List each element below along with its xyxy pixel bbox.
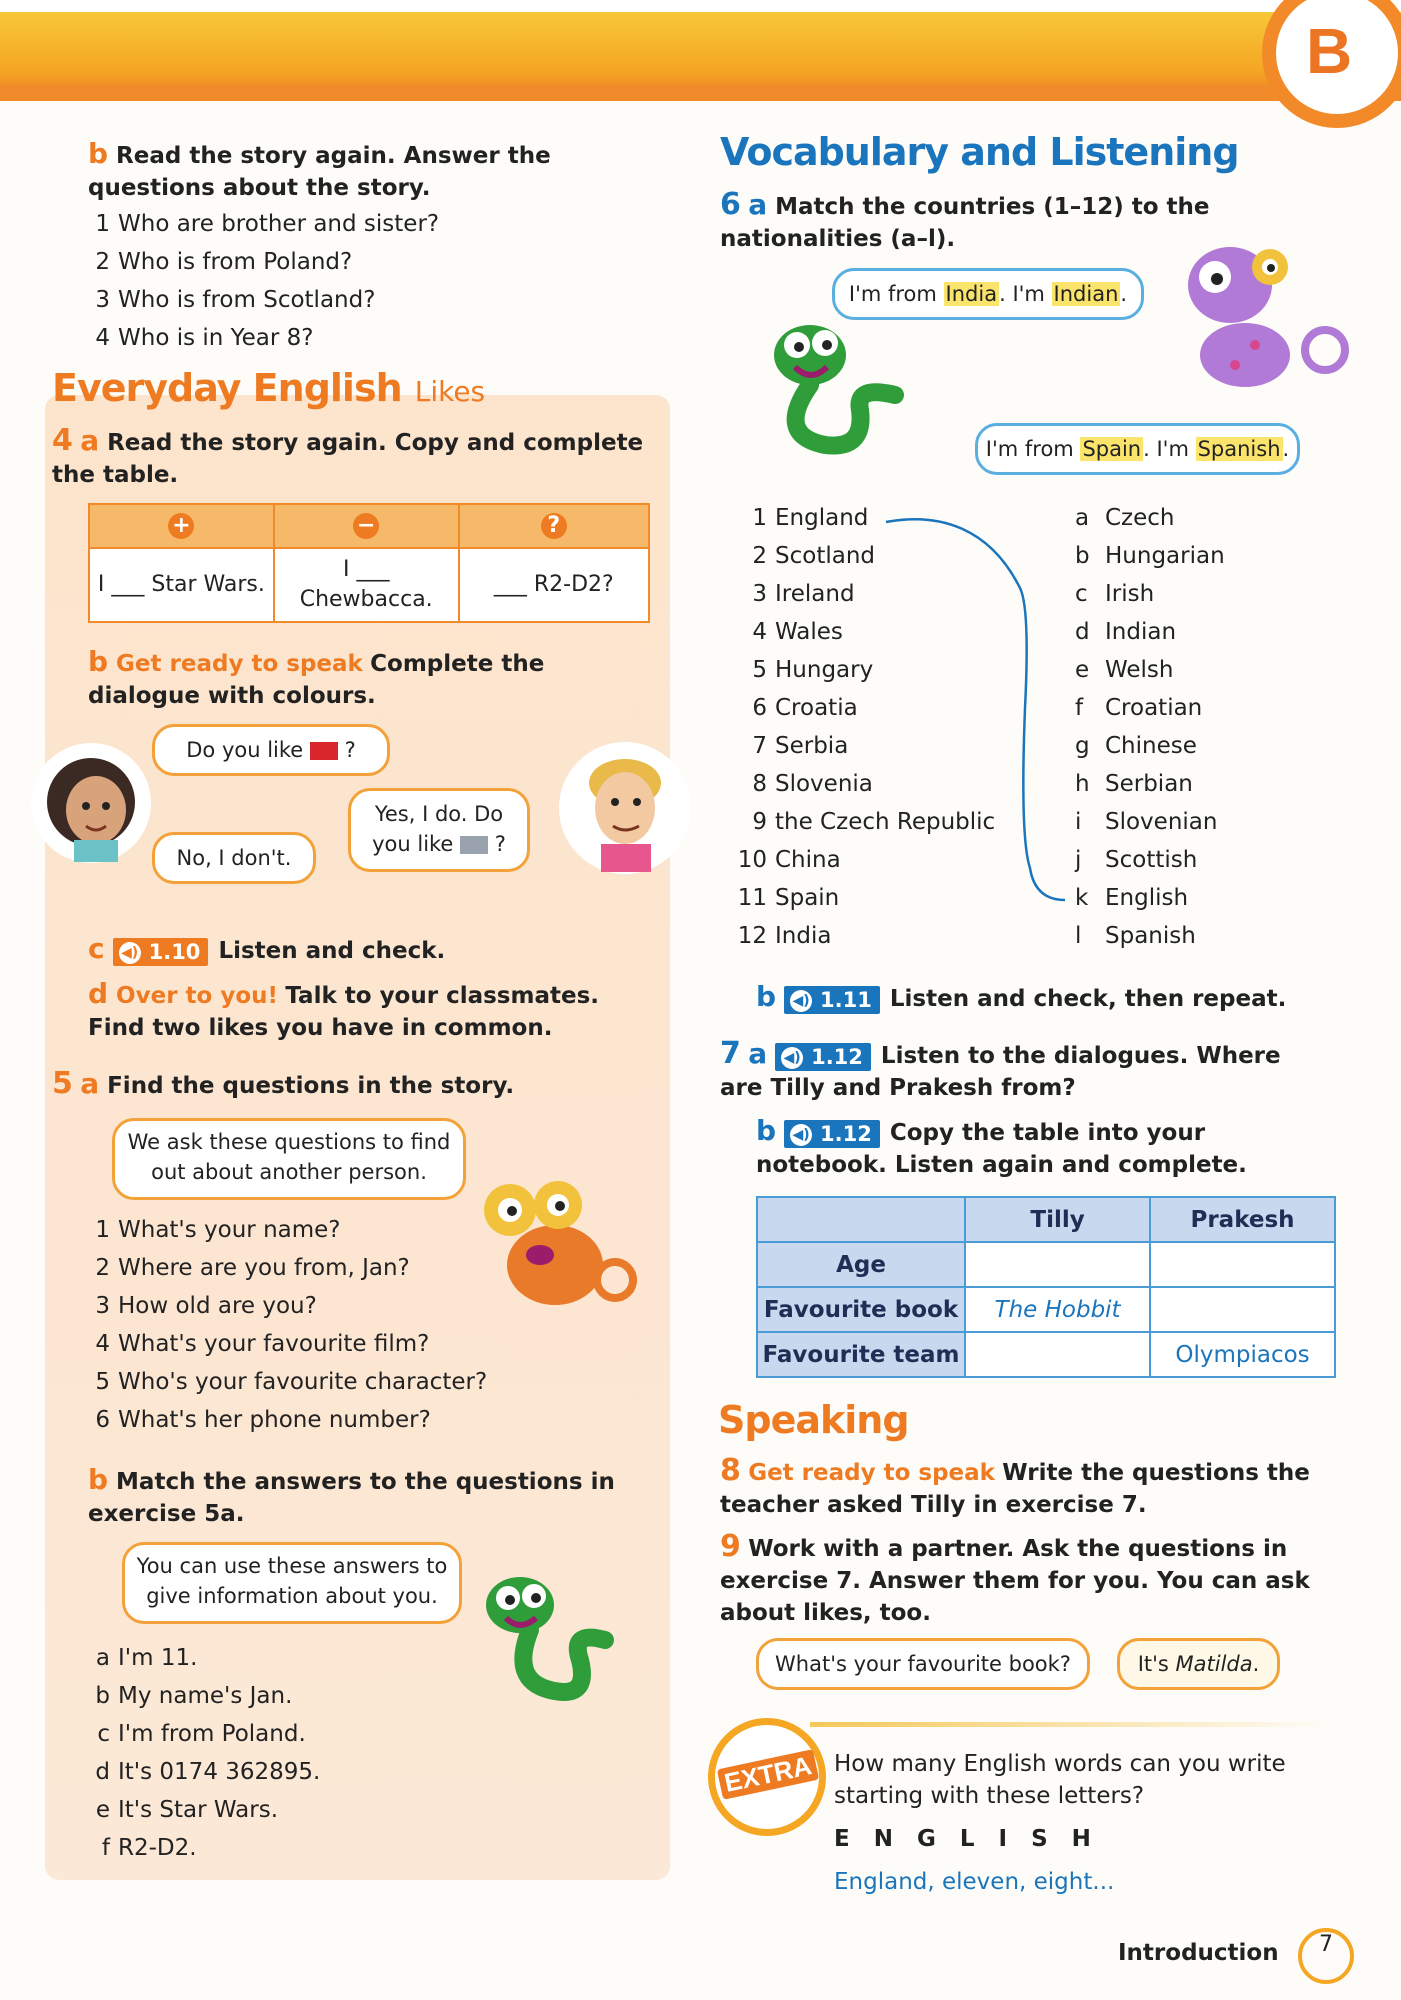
speaker-icon: ◀) [119,942,141,964]
table-row: Age [757,1242,1335,1287]
speaker-icon: ◀) [781,1047,803,1069]
table-row: Favourite book The Hobbit [757,1287,1335,1332]
boy-avatar [555,738,695,878]
list-item: 8 Slovenia [752,771,873,797]
list-item: g Chinese [1075,733,1197,759]
list-item: h Serbian [1075,771,1193,797]
list-item: l Spanish [1075,923,1196,949]
extra-letters: E N G L I S H [834,1826,1099,1852]
speech-bubble: We ask these questions to find out about another person. [112,1118,466,1200]
table-header: Tilly [965,1197,1150,1242]
likes-cell: ___ R2-D2? [459,548,649,622]
list-item: a Czech [1075,505,1175,531]
list-item: 6 Croatia [752,695,858,721]
likes-cell: I ___ Chewbacca. [274,548,459,622]
top-banner-shade [0,85,1401,101]
list-item: 4 Wales [752,619,843,645]
table-row: Favourite team Olympiacos [757,1332,1335,1377]
table-header-empty [757,1197,965,1242]
color-swatch [310,742,338,760]
list-item: 1 England [752,505,869,531]
audio-track-button[interactable]: ◀) 1.11 [784,986,880,1014]
everyday-english-heading: Everyday English Likes [52,366,486,410]
minus-icon: − [274,504,459,548]
list-item: 2 Where are you from, Jan? [95,1255,410,1281]
chameleon-illustration [470,1165,640,1325]
exercise-4c: c ◀) 1.10 Listen and check. [88,932,446,965]
audio-track-button[interactable]: ◀) 1.12 [775,1043,871,1071]
snake-illustration [470,1560,630,1710]
exercise-4a: 4 a Read the story again. Copy and complete the table. [52,423,644,488]
speech-bubble: I'm from Spain. I'm Spanish. [975,423,1300,475]
speech-bubble: It's Matilda. [1117,1638,1280,1690]
matching-line [880,508,1080,908]
extra-text: How many English words can you write starting with these letters? [834,1751,1286,1809]
speech-bubble: Do you like ? [152,724,390,776]
extra-badge: EXTRA [708,1718,826,1836]
exercise-3b: b Read the story again. Answer the questions about the story. [88,137,551,201]
list-item: 2 Who is from Poland? [95,249,353,275]
likes-table [88,503,650,623]
list-item: 5 Hungary [752,657,874,683]
list-item: 12 India [737,923,832,949]
list-item: 1 Who are brother and sister? [95,211,440,237]
questions-3b [88,208,439,360]
extra-rule [810,1722,1330,1727]
chameleon-illustration [1175,235,1365,415]
nationalities-list [1075,502,1225,958]
list-item: 7 Serbia [752,733,849,759]
speaker-icon: ◀) [790,990,812,1012]
exercise-7b: b ◀) 1.12 Copy the table into your notebook. Listen again and complete. [756,1114,1247,1178]
speech-bubble: You can use these answers to give information about you. [122,1542,462,1624]
list-item: e It's Star Wars. [95,1797,279,1823]
list-item: 1 What's your name? [95,1217,341,1243]
list-item: 9 the Czech Republic [752,809,996,835]
exercise-8: 8 Get ready to speak Write the questions the teacher asked Tilly in exercise 7. [720,1453,1310,1518]
audio-track-button[interactable]: ◀) 1.10 [113,938,209,966]
speech-bubble: No, I don't. [152,832,316,884]
exercise-4d: d Over to you! Talk to your classmates. Find two likes you have in common. [88,977,600,1041]
exercise-6a: 6 a Match the countries (1–12) to the nationalities (a–l). [720,187,1210,252]
list-item: a I'm 11. [95,1645,198,1671]
list-item: 3 How old are you? [95,1293,317,1319]
list-item: j Scottish [1075,847,1198,873]
exercise-5a: 5 a Find the questions in the story. [52,1066,515,1101]
exercise-9: 9 Work with a partner. Ask the questions in exercise 7. Answer them for you. You can ask about likes, too. [720,1529,1310,1626]
table-header: Prakesh [1150,1197,1335,1242]
audio-track-button[interactable]: ◀) 1.12 [784,1120,880,1148]
speech-bubble: I'm from India. I'm Indian. [832,268,1144,320]
list-item: c Irish [1075,581,1155,607]
list-item: 3 Ireland [752,581,855,607]
snake-illustration [755,305,925,460]
list-item: c I'm from Poland. [97,1721,306,1747]
likes-cell: I ___ Star Wars. [89,548,274,622]
list-item: i Slovenian [1075,809,1218,835]
speech-bubble: Yes, I do. Do you like ? [348,788,530,872]
exercise-4b: b Get ready to speak Complete the dialogue with colours. [88,645,545,709]
questions-5a [88,1214,487,1442]
list-item: 10 China [737,847,841,873]
question-icon: ? [459,504,649,548]
extra-example: England, eleven, eight... [834,1869,1115,1895]
section-letter-badge [1262,0,1401,128]
list-item: 3 Who is from Scotland? [95,287,376,313]
girl-avatar [28,740,154,866]
list-item: 11 Spain [737,885,840,911]
list-item: 2 Scotland [752,543,875,569]
exercise-7a: 7 a ◀) 1.12 Listen to the dialogues. Where are Tilly and Prakesh from? [720,1036,1281,1101]
list-item: 4 Who is in Year 8? [95,325,314,351]
list-item: f R2-D2. [101,1835,197,1861]
list-item: k English [1075,885,1189,911]
plus-icon: + [89,504,274,548]
list-item: 4 What's your favourite film? [95,1331,430,1357]
vocabulary-listening-heading: Vocabulary and Listening [720,130,1239,174]
exercise-6b: b ◀) 1.11 Listen and check, then repeat. [756,980,1287,1013]
list-item: b My name's Jan. [95,1683,293,1709]
section-letter: B [1306,15,1353,87]
list-item: d It's 0174 362895. [95,1759,321,1785]
info-table [756,1196,1336,1378]
exercise-5b: b Match the answers to the questions in exercise 5a. [88,1463,615,1527]
footer-label: Introduction [1118,1940,1279,1966]
page-number: 7 [1298,1928,1354,1984]
answers-5b [88,1642,320,1870]
color-swatch [460,836,488,854]
list-item: 6 What's her phone number? [95,1407,431,1433]
speaking-heading: Speaking [718,1398,909,1442]
list-item: f Croatian [1075,695,1203,721]
list-item: e Welsh [1075,657,1174,683]
speech-bubble: What's your favourite book? [756,1638,1090,1690]
list-item: 5 Who's your favourite character? [95,1369,488,1395]
list-item: b Hungarian [1075,543,1225,569]
speaker-icon: ◀) [790,1124,812,1146]
list-item: d Indian [1075,619,1177,645]
